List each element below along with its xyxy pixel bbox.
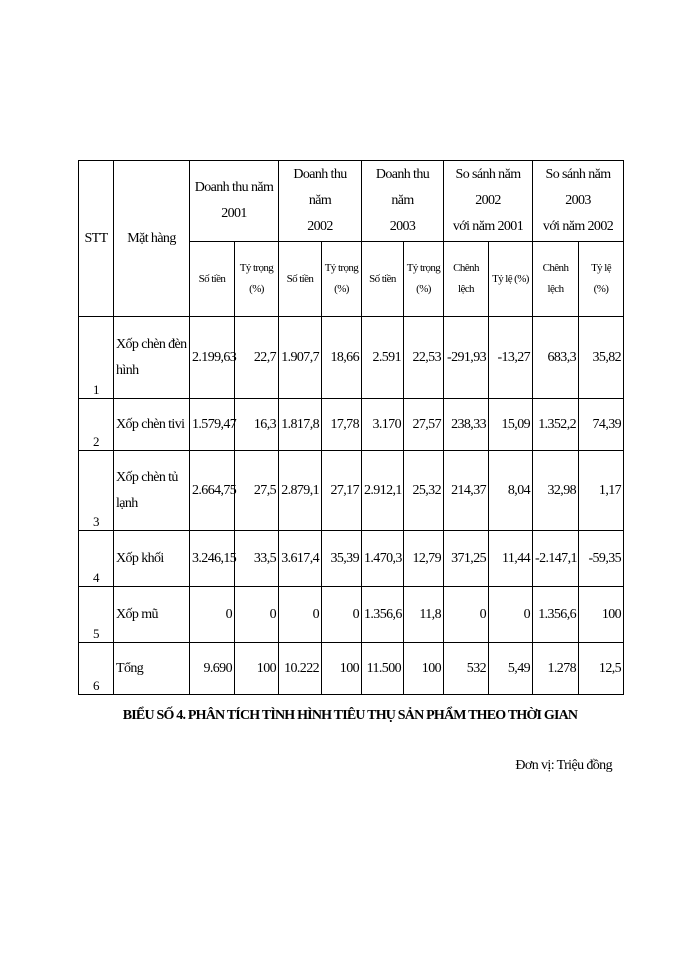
table-cell: 214,37 [444, 451, 489, 531]
group-header-line: với năm 2002 [542, 219, 614, 234]
group-header-line: 2001 [221, 206, 247, 221]
table-cell: 3.246,15 [190, 531, 235, 587]
table-cell: 33,5 [235, 531, 279, 587]
group-header-line: Doanh thu năm [375, 167, 430, 208]
table-row [79, 451, 624, 531]
table-cell: 100 [404, 643, 444, 695]
sub-header [579, 242, 624, 317]
sub-header [489, 242, 533, 317]
group-header [190, 161, 279, 242]
table-cell: 1.470,3 [362, 531, 404, 587]
table-cell: 1.579,47 [190, 399, 235, 451]
table-cell: 18,66 [322, 317, 362, 399]
table-cell: -2.147,1 [533, 531, 579, 587]
group-header-line: Doanh thu năm [194, 180, 274, 195]
table-cell: 1.907,7 [279, 317, 322, 399]
row-stt: 6 [79, 643, 114, 695]
table-cell: 3.617,4 [279, 531, 322, 587]
table-cell: 0 [279, 587, 322, 643]
table-cell: 35,39 [322, 531, 362, 587]
row-item-name: Xốp chèn tivi [114, 399, 190, 451]
table-cell: 0 [190, 587, 235, 643]
table-cell: 15,09 [489, 399, 533, 451]
table-cell: 371,25 [444, 531, 489, 587]
table-cell: 1,17 [579, 451, 624, 531]
table-cell: 35,82 [579, 317, 624, 399]
table-cell: 27,57 [404, 399, 444, 451]
table-cell: 0 [322, 587, 362, 643]
sub-header [533, 242, 579, 317]
table-cell: 2.879,1 [279, 451, 322, 531]
table-row [79, 317, 624, 399]
table-cell: 1.352,2 [533, 399, 579, 451]
table-cell: 27,17 [322, 451, 362, 531]
sub-header-line: (%) [334, 283, 349, 295]
table-cell: 3.170 [362, 399, 404, 451]
sub-header [190, 242, 235, 317]
table-cell: 238,33 [444, 399, 489, 451]
table-cell: -13,27 [489, 317, 533, 399]
sub-header-line: Số tiền [286, 272, 314, 285]
sub-header-line: Tỷ trọng [239, 262, 274, 274]
group-header-line: 2002 [307, 219, 333, 234]
table-header [79, 161, 624, 317]
sub-header [444, 242, 489, 317]
table-cell: 22,7 [235, 317, 279, 399]
stt-header: STT [79, 161, 114, 317]
sub-header-line: (%) [593, 283, 609, 295]
sub-header [322, 242, 362, 317]
row-item-name: Xốp chèn đèn hình [114, 317, 190, 399]
group-header [279, 161, 362, 242]
row-item-name: Xốp khối [114, 531, 190, 587]
table-body [79, 317, 624, 695]
table-cell: 100 [579, 587, 624, 643]
table-cell: 1.356,6 [362, 587, 404, 643]
group-header-line: So sánh năm 2003 [545, 167, 611, 208]
table-cell: 683,3 [533, 317, 579, 399]
sub-header [362, 242, 404, 317]
table-cell: 16,3 [235, 399, 279, 451]
group-header-line: 2003 [389, 219, 416, 234]
table-cell: 5,49 [489, 643, 533, 695]
row-item-name: Xốp mũ [114, 587, 190, 643]
table-cell: 10.222 [279, 643, 322, 695]
table-cell: 100 [322, 643, 362, 695]
table-cell: 12,79 [404, 531, 444, 587]
sub-header-line: (%) [249, 283, 264, 295]
group-header-line: Doanh thu năm [293, 167, 347, 208]
sub-header-line: Tỷ trọng [406, 262, 441, 274]
revenue-table [78, 160, 624, 695]
table-cell: 0 [489, 587, 533, 643]
table-cell: -291,93 [444, 317, 489, 399]
sub-header-line: Chênh [453, 262, 479, 274]
row-stt: 1 [79, 317, 114, 399]
group-header [533, 161, 624, 242]
sub-header-line: Tỷ trọng [324, 262, 359, 274]
table-cell: 0 [235, 587, 279, 643]
table-cell: 32,98 [533, 451, 579, 531]
group-header [444, 161, 533, 242]
table-cell: -59,35 [579, 531, 624, 587]
sub-header-line: Số tiền [198, 272, 226, 285]
table-cell: 12,5 [579, 643, 624, 695]
row-stt: 3 [79, 451, 114, 531]
table-cell: 22,53 [404, 317, 444, 399]
table-cell: 11.500 [362, 643, 404, 695]
table-cell: 0 [444, 587, 489, 643]
table-row [79, 531, 624, 587]
table-cell: 2.912,1 [362, 451, 404, 531]
sub-header-line: Chênh [542, 262, 569, 274]
table-cell: 2.664,75 [190, 451, 235, 531]
row-stt: 4 [79, 531, 114, 587]
group-header-line: với năm 2001 [452, 219, 524, 234]
table-caption: BIỂU SỐ 4. PHÂN TÍCH TÌNH HÌNH TIÊU THỤ SẢN PHẨM THEO THỜI GIAN [122, 708, 578, 723]
group-header [362, 161, 444, 242]
table-row [79, 643, 624, 695]
table-cell: 1.278 [533, 643, 579, 695]
sub-header-line: Tỷ lệ (%) [492, 272, 529, 285]
table-cell: 11,8 [404, 587, 444, 643]
sub-header-line: Số tiền [369, 272, 396, 285]
sub-header [235, 242, 279, 317]
sub-header-line: lệch [547, 283, 564, 295]
table-row [79, 399, 624, 451]
table-cell: 532 [444, 643, 489, 695]
table-cell: 2.591 [362, 317, 404, 399]
sub-header-line: (%) [416, 283, 431, 295]
table-row [79, 587, 624, 643]
table-cell: 9.690 [190, 643, 235, 695]
table-cell: 17,78 [322, 399, 362, 451]
table-cell: 27,5 [235, 451, 279, 531]
row-item-name: Tổng [114, 643, 190, 695]
sub-header-line: Tỷ lệ [591, 262, 611, 274]
sub-header-line: lệch [458, 283, 474, 295]
sub-header [279, 242, 322, 317]
table-cell: 2.199,63 [190, 317, 235, 399]
group-header-line: So sánh năm 2002 [455, 167, 521, 208]
sub-header [404, 242, 444, 317]
table-cell: 8,04 [489, 451, 533, 531]
row-stt: 2 [79, 399, 114, 451]
table-cell: 1.817,8 [279, 399, 322, 451]
table-cell: 74,39 [579, 399, 624, 451]
row-stt: 5 [79, 587, 114, 643]
unit-note: Đơn vị: Triệu đồng [515, 758, 612, 773]
table-cell: 100 [235, 643, 279, 695]
table-cell: 25,32 [404, 451, 444, 531]
table-cell: 1.356,6 [533, 587, 579, 643]
table-cell: 11,44 [489, 531, 533, 587]
row-item-name: Xốp chèn tủ lạnh [114, 451, 190, 531]
item-header: Mặt hàng [114, 161, 190, 317]
